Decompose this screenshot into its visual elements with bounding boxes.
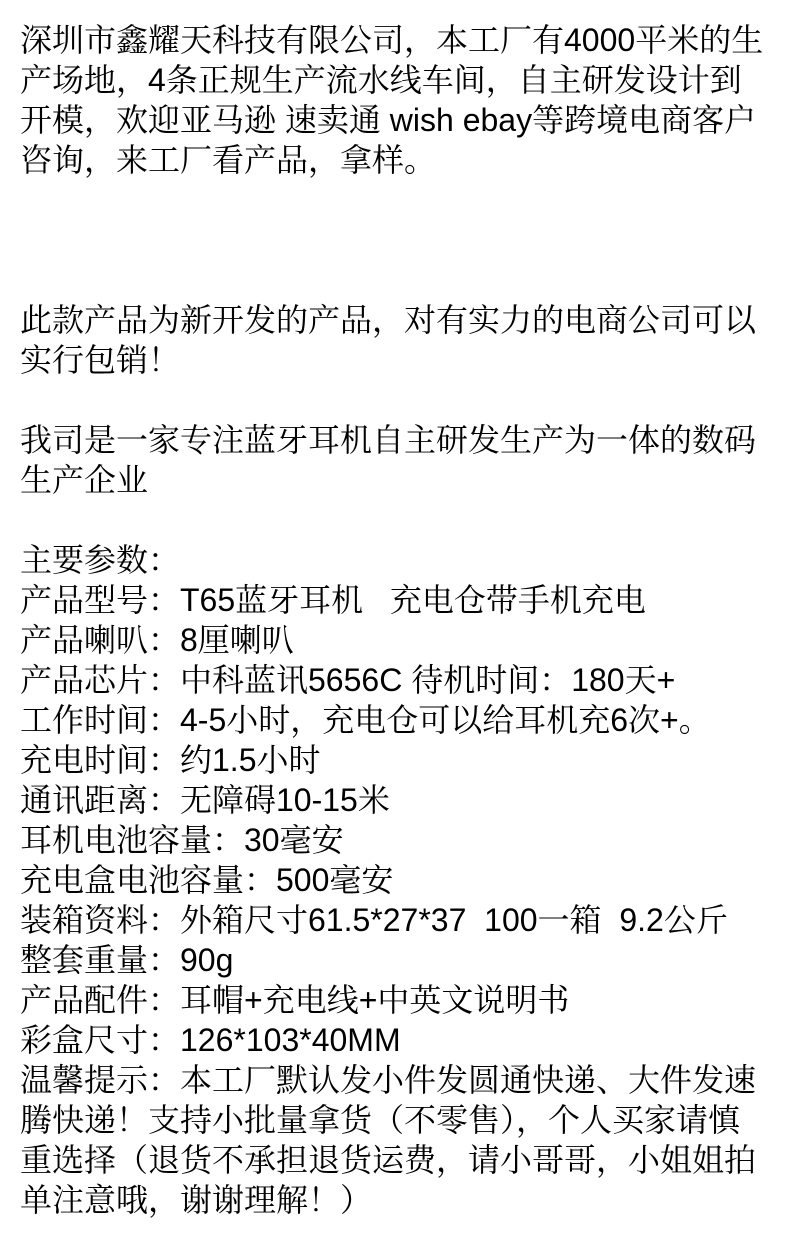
paragraph-company-intro xyxy=(20,20,776,180)
spec-accessories: 产品配件：耳帽+充电线+中英文说明书 xyxy=(20,982,570,1018)
paragraph-new-product-note xyxy=(20,300,776,380)
text-line: 我司是一家专注蓝牙耳机自主研发生产为一体的数码 xyxy=(20,422,757,458)
notice-line: 腾快递！支持小批量拿货（不零售），个人买家请慎 xyxy=(20,1102,741,1138)
paragraph-company-profile xyxy=(20,420,776,500)
text-line: 此款产品为新开发的产品，对有实力的电商公司可以 xyxy=(20,302,757,338)
spec-weight: 整套重量：90g xyxy=(20,942,234,978)
text-line: 开模，欢迎亚马逊 速卖通 wish ebay等跨境电商客户 xyxy=(20,102,757,138)
notice-line: 单注意哦，谢谢理解！） xyxy=(20,1182,373,1218)
spec-range: 通讯距离：无障碍10-15米 xyxy=(20,782,390,818)
spec-earbud-battery: 耳机电池容量：30毫安 xyxy=(20,822,344,858)
notice-line: 重选择（退货不承担退货运费，请小哥哥，小姐姐拍 xyxy=(20,1142,757,1178)
specs-heading: 主要参数： xyxy=(20,542,181,578)
notice-line: 温馨提示：本工厂默认发小件发圆通快递、大件发速 xyxy=(20,1062,757,1098)
spec-charging-time: 充电时间：约1.5小时 xyxy=(20,742,321,778)
paragraph-main-specs xyxy=(20,540,776,1220)
spec-speaker: 产品喇叭：8厘喇叭 xyxy=(20,622,294,658)
text-line: 深圳市鑫耀天科技有限公司，本工厂有4000平米的生 xyxy=(20,22,764,58)
text-line: 生产企业 xyxy=(20,462,149,498)
spec-chip: 产品芯片：中科蓝讯5656C 待机时间：180天+ xyxy=(20,662,676,698)
spec-working-time: 工作时间：4-5小时，充电仓可以给耳机充6次+。 xyxy=(20,702,711,738)
spec-model: 产品型号：T65蓝牙耳机 充电仓带手机充电 xyxy=(20,582,646,618)
spec-case-battery: 充电盒电池容量：500毫安 xyxy=(20,862,394,898)
text-line: 实行包销！ xyxy=(20,342,181,378)
spec-box-size: 彩盒尺寸：126*103*40MM xyxy=(20,1022,401,1058)
text-line: 咨询，来工厂看产品，拿样。 xyxy=(20,142,437,178)
spec-packing: 装箱资料：外箱尺寸61.5*27*37 100一箱 9.2公斤 xyxy=(20,902,728,938)
text-line: 产场地，4条正规生产流水线车间，自主研发设计到 xyxy=(20,62,742,98)
